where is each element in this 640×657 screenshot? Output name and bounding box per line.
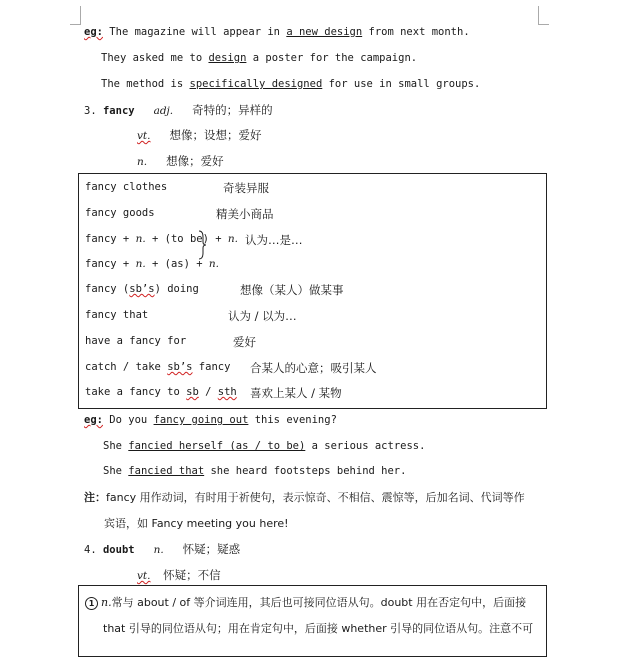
entry-sense: n. 想像；爱好 xyxy=(137,154,224,168)
phrase-row: catch / take sb’s fancy xyxy=(85,361,231,373)
usage-note: 注：fancy 用作动词，有时用于祈使句，表示惊奇、不相信、震惊等，后加名词、代词等作 xyxy=(84,491,525,504)
phrase-row: fancy + n. + (as) + n. xyxy=(85,258,220,270)
circled-number-icon: 1 xyxy=(85,597,98,610)
eg-label: eg: xyxy=(84,26,103,38)
phrase-meaning: 喜欢上某人 / 某物 xyxy=(250,386,342,400)
phrase-meaning: 认为 / 以为… xyxy=(228,309,297,323)
phrase-row: fancy (sb’s) doing xyxy=(85,283,199,295)
phrase-meaning: 奇装异服 xyxy=(223,181,269,195)
example-sentence: She fancied that she heard footsteps behind her. xyxy=(103,465,407,477)
example-sentence: The method is specifically designed for use in small groups. xyxy=(101,78,481,90)
phrase-row: have a fancy for xyxy=(85,335,187,347)
usage-box-line: that 引导的同位语从句；用在肯定句中，后面接 whether 引导的同位语从句。注意不可 xyxy=(103,622,534,635)
brace-icon xyxy=(198,230,206,260)
phrase-row: fancy that xyxy=(85,309,149,321)
phrase-meaning: 爱好 xyxy=(233,335,256,349)
phrase-row: fancy goods xyxy=(85,207,155,219)
page-corner-mark-left xyxy=(70,6,81,25)
phrase-row: fancy + n. + (to be) + n. xyxy=(85,233,238,245)
phrase-meaning: 合某人的心意；吸引某人 xyxy=(250,361,377,375)
entry-heading: 4. doubt n. 怀疑；疑惑 xyxy=(84,542,241,556)
usage-box-line: 1 n.常与 about / of 等介词连用，其后也可接同位语从句。doubt 用在否定句中，后面接 xyxy=(85,594,526,610)
entry-heading: 3. fancy adj. 奇特的；异样的 xyxy=(84,103,273,117)
phrase-row: fancy clothes xyxy=(85,181,168,193)
entry-sense: vt. 怀疑；不信 xyxy=(137,568,221,582)
example-sentence: She fancied herself (as / to be) a serious actress. xyxy=(103,440,426,452)
example-sentence: They asked me to design a poster for the campaign. xyxy=(101,52,418,64)
page-corner-mark-right xyxy=(538,6,549,25)
phrase-meaning: 想像（某人）做某事 xyxy=(240,283,344,297)
phrase-meaning: 精美小商品 xyxy=(216,207,274,221)
eg-label: eg: xyxy=(84,414,103,426)
usage-note: 宾语，如 Fancy meeting you here! xyxy=(104,517,289,530)
phrase-meaning: 认为…是… xyxy=(245,233,303,247)
entry-sense: vt. 想像；设想；爱好 xyxy=(137,128,262,142)
example-sentence: eg: Do you fancy going out this evening? xyxy=(84,414,337,426)
phrase-row: take a fancy to sb / sth xyxy=(85,386,237,398)
example-sentence: eg: The magazine will appear in a new design from next month. xyxy=(84,26,470,38)
